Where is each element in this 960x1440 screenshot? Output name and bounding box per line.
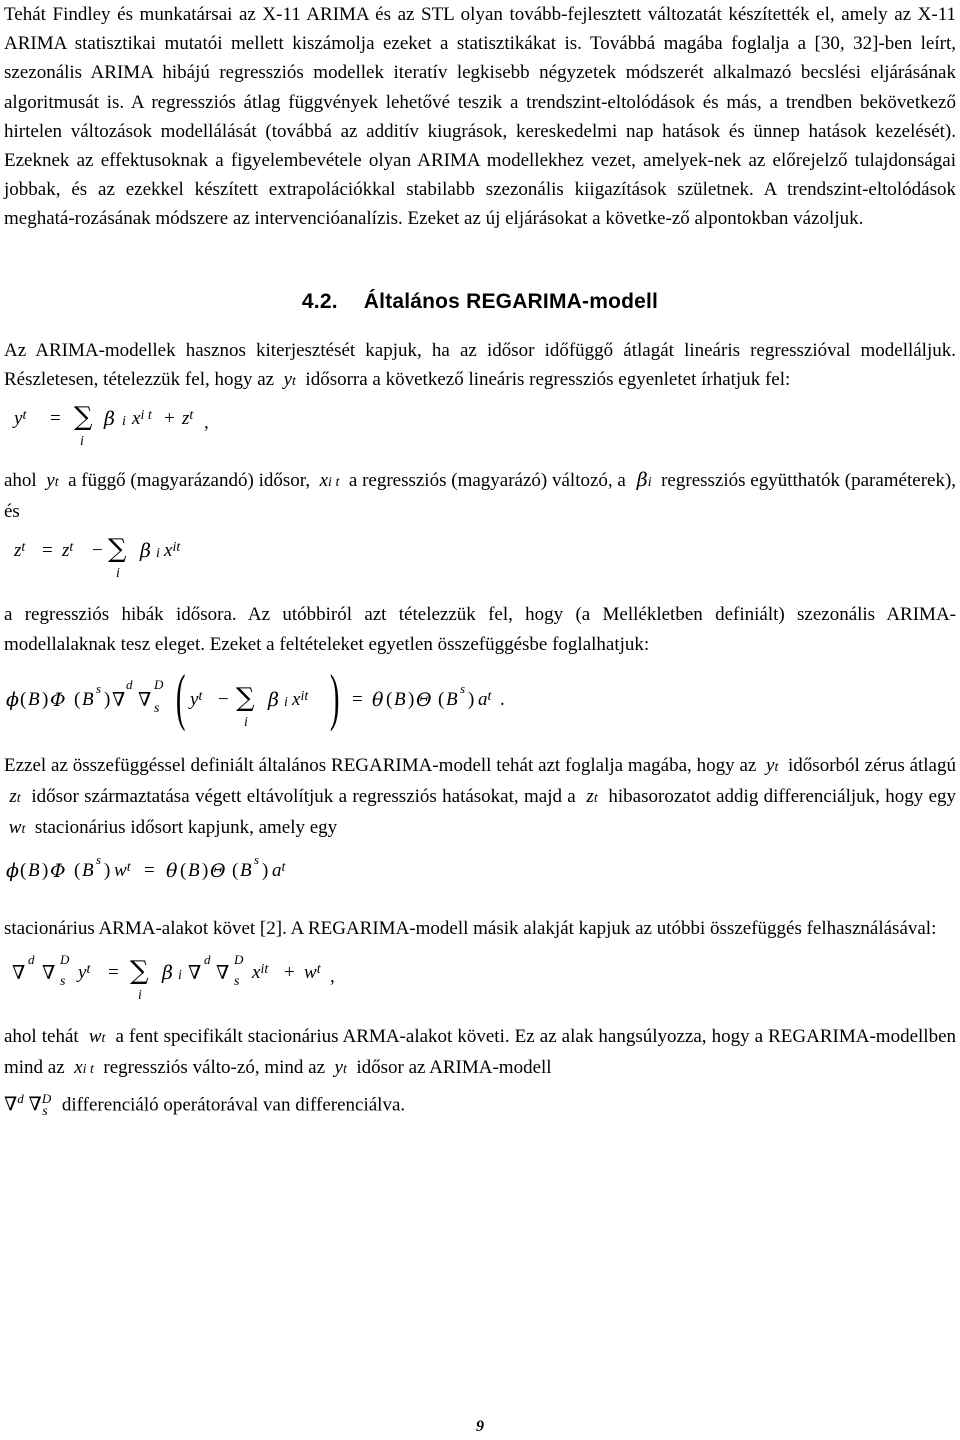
p2-text-b: idősorra a következő lineáris regressziós egyenletet írhatjuk fel: <box>305 368 791 390</box>
intro-paragraph: Tehát Findley és munkatársai az X-11 ARIMA és az STL olyan tovább-fejlesztett változatát készítették el, amely az X-11 ARIMA statisztikai mutatói mellett kiszámolja ezeket a statisztikákat is. Továbbá magába foglalja a [30, 32]-ben leírt, szezonális ARIMA hibájú regressziós modellek iteratív legkisebb négyzetek módszerét alkalmazó becslési eljárásának algoritmusát is. A regressziós átlag függvények lehetővé teszik a trendszint-eltolódások és más, a trendben bekövetkező hirtelen változások modellálását (továbbá az additív kiugrások, kereskedelmi nap hatások és ünnep hatások kezelését). Ezeknek az effektusoknak a figyelembevétele olyan ARIMA modellekhez vezet, amelyek-nek az előrejelző tulajdonságai jobbak, és az ezekkel készített extrapolációkkal stabilabb szezonális kiigazítások születnek. A trendszint-eltolódások meghatá-rozásának módszere az intervencióanalízis. Ezeket az új eljárásokat a követke-ző alpontokban vázoljuk. <box>4 4 956 230</box>
p5-text-b: idősorból zérus átlagú <box>788 754 956 776</box>
p3-text-a: ahol <box>4 470 37 492</box>
paragraph-regarima-explain: Ezzel az összefüggéssel definiált általános REGARIMA-modell tehát azt foglalja magába, hogy az yt idősorból zérus átlagú zt idősor származtatása végett eltávolítjuk a regressziós hatásokat, majd a zt hibasorozatot addig differenciáljuk, hogy egy wt stacionárius idősort kapjunk, amely egy <box>4 754 956 839</box>
equation-regression: y t = ∑ i β i x i t + z t , <box>14 402 209 450</box>
paragraph-conclusion: ahol tehát wt a fent specifikált stacionárius ARMA-alakot követi. Ez az alak hangsúlyozza, hogy a REGARIMA-modellben mind az xi t regressziós válto-zó, mind az yt idősor az ARIMA-modell ∇$^d$ ∇$^D_s$ differenciáló operátorával van differenciálva. <box>4 1025 957 1120</box>
section-title: Általános REGARIMA-modell <box>363 289 659 313</box>
p7-text-e: differenciáló operátorával van differenciálva. <box>61 1094 406 1116</box>
p7-text-c: regressziós válto-zó, mind az <box>103 1056 325 1078</box>
equation-error-series: z t = z t − ∑ i β i x it <box>14 534 181 582</box>
p7-text-d: idősor az ARIMA-modell <box>356 1056 552 1078</box>
p5-text-d: hibasorozatot addig differenciáljuk, hogy egy <box>608 786 956 808</box>
section-number: 4.2. <box>301 289 338 313</box>
equation-regarima: ϕ ( B ) Φ ( B s ) ∇ d ∇ D s ( y t − ∑ i β i x it ) = θ ( B ) Θ ( B s ) a t . <box>6 660 505 732</box>
paragraph-arma-form: stacionárius ARMA-alakot követ [2]. A REGARIMA-modell másik alakját kapjuk az utóbbi összefüggés felhasználásával: <box>4 918 937 940</box>
p3-text-c: a regressziós (magyarázó) változó, a <box>348 470 626 492</box>
p7-text-a: ahol tehát <box>4 1025 79 1047</box>
p5-text-e: stacionárius idősort kapjunk, amely egy <box>34 817 338 839</box>
p5-text-c: idősor származtatása végett eltávolítjuk a regressziós hatásokat, majd a <box>31 786 576 808</box>
paragraph-regression-intro: Az ARIMA-modellek hasznos kiterjesztését kapjuk, ha az idősor időfüggő átlagát lineáris regresszióval modelláljuk. Részletesen, tételezzük fel, hogy az yt idősorra a következő lineáris regressziós egyenletet írhatjuk fel: <box>4 339 956 390</box>
paragraph-definitions: ahol yt a függő (magyarázandó) idősor, xi t a regressziós (magyarázó) változó, a βi regressziós együtthatók (paraméterek), és <box>4 469 957 523</box>
paragraph-arima-errors: a regressziós hibák idősora. Az utóbbiról azt tételezzük fel, hogy (a Mellékletben definiált) szezonális ARIMA-modellalaknak tesz eleget. Ezeket a feltételeket egyetlen összefüggésbe foglalhatjuk: <box>4 604 956 655</box>
p2-text-a: Az ARIMA-modellek hasznos kiterjesztését kapjuk, ha az idősor időfüggő átlagát lineáris regresszióval modelláljuk. Részletesen, tételezzük fel, hogy az <box>4 339 956 390</box>
p3-text-d: regressziós együtthatók (paraméterek), és <box>4 470 957 523</box>
p5-text-a: Ezzel az összefüggéssel definiált általános REGARIMA-modell tehát azt foglalja magába, hogy az <box>4 754 757 776</box>
equation-differenced: ∇ d ∇ D s y t = ∑ i β i ∇ d ∇ D s x it + w t , <box>12 951 335 1003</box>
p7-text-b: a fent specifikált stacionárius ARMA-alakot követi. Ez az alak hangsúlyozza, hogy a REGARIMA-modellben mind az <box>4 1025 957 1078</box>
section-heading <box>4 290 956 314</box>
page-number: 9 <box>476 1418 484 1435</box>
document-page <box>4 0 956 1126</box>
equation-arma: ϕ ( B ) Φ ( B s ) w t = θ ( B ) Θ ( B s ) a t <box>6 852 286 883</box>
p3-text-b: a függő (magyarázandó) idősor, <box>68 470 311 492</box>
